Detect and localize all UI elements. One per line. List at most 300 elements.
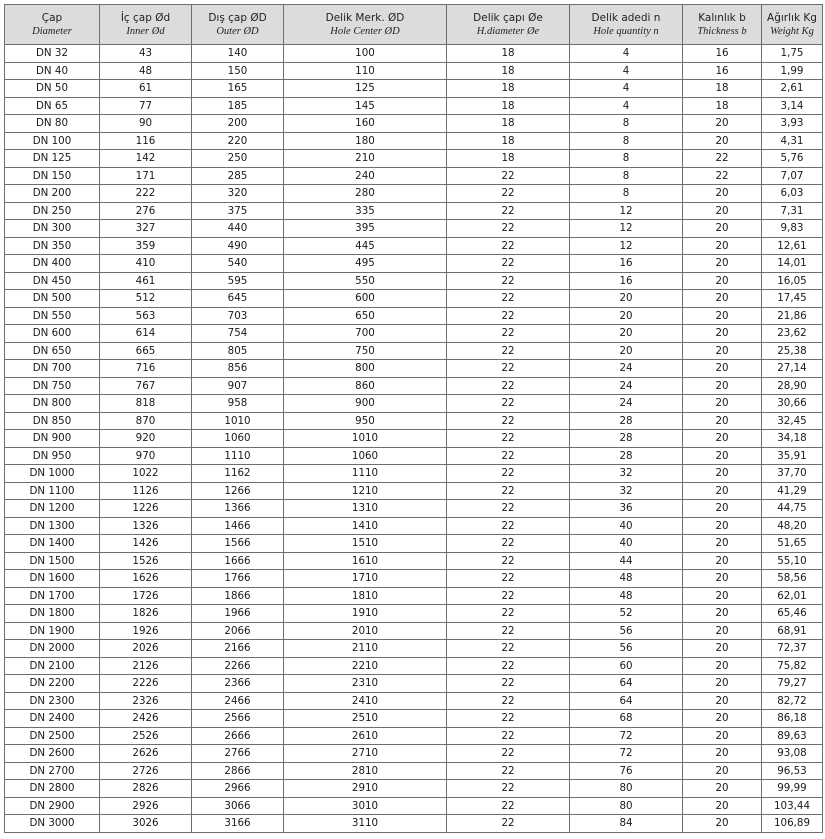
table-cell-weight: 28,90 [762, 377, 823, 395]
table-cell-weight: 17,45 [762, 290, 823, 308]
table-cell-weight: 12,61 [762, 237, 823, 255]
table-cell-hole-diameter: 22 [447, 430, 570, 448]
table-cell-diameter: DN 650 [5, 342, 100, 360]
table-cell-thickness: 20 [683, 657, 762, 675]
table-cell-inner-diameter: 77 [100, 97, 192, 115]
table-cell-hole-center-diameter: 1510 [284, 535, 447, 553]
column-header-hole-diameter [447, 5, 570, 45]
table-cell-hole-center-diameter: 1210 [284, 482, 447, 500]
table-row [5, 290, 823, 308]
table-cell-hole-quantity: 28 [570, 430, 683, 448]
table-cell-outer-diameter: 440 [192, 220, 284, 238]
table-cell-inner-diameter: 2626 [100, 745, 192, 763]
table-cell-hole-center-diameter: 110 [284, 62, 447, 80]
table-cell-weight: 37,70 [762, 465, 823, 483]
table-cell-diameter: DN 40 [5, 62, 100, 80]
table-row [5, 640, 823, 658]
table-cell-hole-center-diameter: 550 [284, 272, 447, 290]
table-row [5, 815, 823, 833]
table-row [5, 202, 823, 220]
table-cell-inner-diameter: 767 [100, 377, 192, 395]
table-cell-hole-quantity: 20 [570, 325, 683, 343]
table-cell-hole-quantity: 56 [570, 640, 683, 658]
flange-dimension-table-container [4, 4, 822, 833]
table-cell-hole-diameter: 22 [447, 797, 570, 815]
table-cell-diameter: DN 500 [5, 290, 100, 308]
table-cell-hole-quantity: 24 [570, 395, 683, 413]
table-row [5, 587, 823, 605]
table-row [5, 150, 823, 168]
table-cell-diameter: DN 2200 [5, 675, 100, 693]
table-cell-hole-quantity: 40 [570, 517, 683, 535]
table-row [5, 552, 823, 570]
table-cell-hole-center-diameter: 2210 [284, 657, 447, 675]
table-cell-outer-diameter: 150 [192, 62, 284, 80]
table-cell-thickness: 20 [683, 675, 762, 693]
table-cell-thickness: 20 [683, 255, 762, 273]
column-header-sublabel: Hole quantity n [593, 25, 659, 37]
table-cell-diameter: DN 125 [5, 150, 100, 168]
table-cell-diameter: DN 2000 [5, 640, 100, 658]
table-cell-hole-center-diameter: 800 [284, 360, 447, 378]
header-row [5, 5, 823, 45]
table-cell-hole-quantity: 16 [570, 272, 683, 290]
table-cell-hole-center-diameter: 2410 [284, 692, 447, 710]
table-row [5, 482, 823, 500]
table-cell-outer-diameter: 2666 [192, 727, 284, 745]
table-cell-inner-diameter: 1826 [100, 605, 192, 623]
table-cell-hole-center-diameter: 445 [284, 237, 447, 255]
table-cell-inner-diameter: 2026 [100, 640, 192, 658]
table-cell-hole-diameter: 22 [447, 325, 570, 343]
table-cell-outer-diameter: 958 [192, 395, 284, 413]
table-cell-outer-diameter: 1766 [192, 570, 284, 588]
table-cell-outer-diameter: 1666 [192, 552, 284, 570]
table-cell-hole-quantity: 44 [570, 552, 683, 570]
table-cell-weight: 27,14 [762, 360, 823, 378]
table-cell-inner-diameter: 818 [100, 395, 192, 413]
table-cell-thickness: 20 [683, 535, 762, 553]
table-cell-inner-diameter: 970 [100, 447, 192, 465]
table-cell-outer-diameter: 185 [192, 97, 284, 115]
column-header-sublabel: Diameter [32, 25, 72, 37]
table-cell-diameter: DN 1300 [5, 517, 100, 535]
table-cell-inner-diameter: 2126 [100, 657, 192, 675]
table-cell-weight: 25,38 [762, 342, 823, 360]
table-cell-weight: 103,44 [762, 797, 823, 815]
table-cell-outer-diameter: 3066 [192, 797, 284, 815]
table-cell-thickness: 16 [683, 45, 762, 63]
table-cell-thickness: 20 [683, 640, 762, 658]
table-cell-thickness: 20 [683, 132, 762, 150]
table-cell-hole-center-diameter: 1910 [284, 605, 447, 623]
table-cell-weight: 3,14 [762, 97, 823, 115]
table-cell-hole-center-diameter: 2910 [284, 780, 447, 798]
table-cell-thickness: 20 [683, 622, 762, 640]
table-cell-hole-quantity: 12 [570, 220, 683, 238]
table-cell-hole-diameter: 18 [447, 62, 570, 80]
table-body [5, 45, 823, 833]
table-cell-weight: 7,07 [762, 167, 823, 185]
table-cell-thickness: 20 [683, 290, 762, 308]
table-cell-hole-center-diameter: 650 [284, 307, 447, 325]
table-cell-thickness: 20 [683, 692, 762, 710]
table-cell-hole-diameter: 22 [447, 780, 570, 798]
table-header [5, 5, 823, 45]
table-row [5, 377, 823, 395]
table-cell-weight: 106,89 [762, 815, 823, 833]
table-cell-outer-diameter: 907 [192, 377, 284, 395]
table-cell-thickness: 22 [683, 150, 762, 168]
column-header-label: İç çap Ød [120, 11, 171, 24]
table-cell-hole-diameter: 22 [447, 622, 570, 640]
table-cell-hole-diameter: 22 [447, 290, 570, 308]
table-cell-diameter: DN 250 [5, 202, 100, 220]
table-cell-weight: 35,91 [762, 447, 823, 465]
table-cell-hole-quantity: 4 [570, 97, 683, 115]
table-cell-diameter: DN 2700 [5, 762, 100, 780]
table-cell-inner-diameter: 1226 [100, 500, 192, 518]
table-cell-weight: 9,83 [762, 220, 823, 238]
table-cell-diameter: DN 1800 [5, 605, 100, 623]
table-cell-diameter: DN 450 [5, 272, 100, 290]
table-cell-hole-diameter: 22 [447, 710, 570, 728]
table-cell-thickness: 20 [683, 482, 762, 500]
table-cell-diameter: DN 2400 [5, 710, 100, 728]
table-cell-hole-center-diameter: 335 [284, 202, 447, 220]
table-cell-diameter: DN 1700 [5, 587, 100, 605]
table-cell-weight: 23,62 [762, 325, 823, 343]
table-cell-inner-diameter: 222 [100, 185, 192, 203]
table-cell-outer-diameter: 645 [192, 290, 284, 308]
table-cell-diameter: DN 600 [5, 325, 100, 343]
table-cell-hole-diameter: 22 [447, 587, 570, 605]
table-row [5, 430, 823, 448]
table-cell-weight: 58,56 [762, 570, 823, 588]
table-cell-outer-diameter: 220 [192, 132, 284, 150]
table-cell-inner-diameter: 142 [100, 150, 192, 168]
table-cell-hole-center-diameter: 1610 [284, 552, 447, 570]
table-cell-hole-quantity: 64 [570, 692, 683, 710]
table-cell-hole-center-diameter: 1060 [284, 447, 447, 465]
table-row [5, 675, 823, 693]
table-row [5, 517, 823, 535]
column-header-thickness [683, 5, 762, 45]
table-cell-diameter: DN 50 [5, 80, 100, 98]
table-cell-thickness: 20 [683, 727, 762, 745]
table-cell-thickness: 20 [683, 430, 762, 448]
table-cell-hole-diameter: 22 [447, 745, 570, 763]
table-cell-hole-diameter: 18 [447, 80, 570, 98]
table-cell-hole-quantity: 8 [570, 167, 683, 185]
table-cell-hole-quantity: 24 [570, 360, 683, 378]
table-row [5, 97, 823, 115]
table-cell-hole-diameter: 22 [447, 552, 570, 570]
table-cell-inner-diameter: 2226 [100, 675, 192, 693]
column-header-sublabel: Thickness b [697, 25, 747, 37]
table-cell-hole-center-diameter: 2110 [284, 640, 447, 658]
table-row [5, 500, 823, 518]
table-cell-thickness: 20 [683, 412, 762, 430]
table-cell-hole-center-diameter: 2010 [284, 622, 447, 640]
table-cell-hole-quantity: 8 [570, 132, 683, 150]
table-cell-thickness: 20 [683, 342, 762, 360]
table-cell-hole-diameter: 22 [447, 395, 570, 413]
table-cell-hole-diameter: 22 [447, 500, 570, 518]
table-row [5, 307, 823, 325]
table-cell-hole-quantity: 72 [570, 745, 683, 763]
table-row [5, 167, 823, 185]
table-cell-weight: 96,53 [762, 762, 823, 780]
table-row [5, 395, 823, 413]
column-header-label: Ağırlık Kg [767, 11, 817, 24]
table-row [5, 220, 823, 238]
table-cell-inner-diameter: 1926 [100, 622, 192, 640]
table-cell-hole-quantity: 80 [570, 797, 683, 815]
table-cell-hole-quantity: 16 [570, 255, 683, 273]
column-header-label: Dış çap ØD [208, 11, 267, 24]
table-cell-inner-diameter: 870 [100, 412, 192, 430]
table-cell-hole-diameter: 22 [447, 570, 570, 588]
table-cell-thickness: 20 [683, 325, 762, 343]
table-cell-diameter: DN 700 [5, 360, 100, 378]
table-row [5, 360, 823, 378]
column-header-label: Delik Merk. ØD [325, 11, 405, 24]
table-cell-thickness: 20 [683, 797, 762, 815]
table-cell-hole-quantity: 52 [570, 605, 683, 623]
table-cell-weight: 30,66 [762, 395, 823, 413]
table-cell-hole-center-diameter: 860 [284, 377, 447, 395]
table-cell-hole-quantity: 12 [570, 202, 683, 220]
table-cell-weight: 68,91 [762, 622, 823, 640]
table-cell-thickness: 20 [683, 360, 762, 378]
table-cell-inner-diameter: 563 [100, 307, 192, 325]
table-cell-diameter: DN 850 [5, 412, 100, 430]
table-cell-hole-quantity: 80 [570, 780, 683, 798]
table-cell-weight: 82,72 [762, 692, 823, 710]
table-cell-weight: 14,01 [762, 255, 823, 273]
table-cell-thickness: 20 [683, 465, 762, 483]
table-cell-hole-diameter: 22 [447, 482, 570, 500]
table-cell-outer-diameter: 1566 [192, 535, 284, 553]
table-cell-hole-center-diameter: 600 [284, 290, 447, 308]
table-cell-outer-diameter: 2566 [192, 710, 284, 728]
table-cell-hole-center-diameter: 125 [284, 80, 447, 98]
table-cell-diameter: DN 1200 [5, 500, 100, 518]
table-cell-hole-diameter: 22 [447, 202, 570, 220]
table-cell-weight: 6,03 [762, 185, 823, 203]
table-cell-inner-diameter: 1726 [100, 587, 192, 605]
table-cell-inner-diameter: 716 [100, 360, 192, 378]
table-cell-outer-diameter: 285 [192, 167, 284, 185]
table-row [5, 80, 823, 98]
table-cell-inner-diameter: 48 [100, 62, 192, 80]
table-cell-hole-quantity: 8 [570, 150, 683, 168]
table-cell-hole-center-diameter: 2510 [284, 710, 447, 728]
table-cell-hole-diameter: 22 [447, 692, 570, 710]
table-cell-thickness: 20 [683, 395, 762, 413]
table-cell-hole-diameter: 22 [447, 762, 570, 780]
column-header-sublabel: Hole Center ØD [330, 25, 400, 37]
table-cell-thickness: 16 [683, 62, 762, 80]
table-cell-weight: 21,86 [762, 307, 823, 325]
table-cell-hole-diameter: 22 [447, 342, 570, 360]
table-cell-inner-diameter: 327 [100, 220, 192, 238]
table-cell-hole-diameter: 22 [447, 237, 570, 255]
table-cell-thickness: 18 [683, 80, 762, 98]
table-cell-hole-diameter: 18 [447, 115, 570, 133]
table-cell-hole-quantity: 72 [570, 727, 683, 745]
column-header-label: Kalınlık b [698, 11, 746, 24]
table-cell-weight: 51,65 [762, 535, 823, 553]
table-cell-thickness: 20 [683, 115, 762, 133]
table-cell-hole-quantity: 28 [570, 447, 683, 465]
table-cell-diameter: DN 1000 [5, 465, 100, 483]
table-cell-diameter: DN 80 [5, 115, 100, 133]
table-cell-hole-quantity: 4 [570, 45, 683, 63]
table-row [5, 780, 823, 798]
table-cell-outer-diameter: 1010 [192, 412, 284, 430]
table-row [5, 62, 823, 80]
table-cell-hole-center-diameter: 2610 [284, 727, 447, 745]
table-cell-inner-diameter: 1326 [100, 517, 192, 535]
table-cell-diameter: DN 950 [5, 447, 100, 465]
table-cell-outer-diameter: 1366 [192, 500, 284, 518]
table-cell-hole-center-diameter: 3110 [284, 815, 447, 833]
table-cell-hole-diameter: 22 [447, 167, 570, 185]
table-cell-hole-center-diameter: 180 [284, 132, 447, 150]
table-cell-inner-diameter: 461 [100, 272, 192, 290]
table-cell-weight: 65,46 [762, 605, 823, 623]
table-cell-weight: 4,31 [762, 132, 823, 150]
table-cell-diameter: DN 1100 [5, 482, 100, 500]
table-cell-diameter: DN 2600 [5, 745, 100, 763]
table-cell-diameter: DN 2800 [5, 780, 100, 798]
table-cell-thickness: 20 [683, 272, 762, 290]
table-cell-inner-diameter: 2326 [100, 692, 192, 710]
table-row [5, 692, 823, 710]
table-cell-thickness: 20 [683, 605, 762, 623]
table-cell-inner-diameter: 1426 [100, 535, 192, 553]
table-row [5, 412, 823, 430]
table-cell-thickness: 20 [683, 220, 762, 238]
table-cell-hole-center-diameter: 395 [284, 220, 447, 238]
table-cell-inner-diameter: 276 [100, 202, 192, 220]
table-cell-hole-center-diameter: 1410 [284, 517, 447, 535]
table-cell-diameter: DN 300 [5, 220, 100, 238]
table-cell-outer-diameter: 320 [192, 185, 284, 203]
table-cell-outer-diameter: 490 [192, 237, 284, 255]
table-cell-outer-diameter: 140 [192, 45, 284, 63]
column-header-label: Delik adedi n [591, 11, 661, 24]
table-cell-diameter: DN 65 [5, 97, 100, 115]
table-cell-hole-diameter: 22 [447, 605, 570, 623]
table-cell-diameter: DN 2500 [5, 727, 100, 745]
column-header-weight [762, 5, 823, 45]
table-cell-outer-diameter: 1110 [192, 447, 284, 465]
table-cell-thickness: 20 [683, 552, 762, 570]
table-cell-outer-diameter: 1162 [192, 465, 284, 483]
table-row [5, 570, 823, 588]
table-cell-weight: 2,61 [762, 80, 823, 98]
table-cell-hole-quantity: 24 [570, 377, 683, 395]
table-cell-hole-diameter: 22 [447, 412, 570, 430]
table-cell-hole-quantity: 20 [570, 342, 683, 360]
table-cell-weight: 41,29 [762, 482, 823, 500]
table-row [5, 745, 823, 763]
table-cell-outer-diameter: 1466 [192, 517, 284, 535]
table-cell-hole-diameter: 22 [447, 377, 570, 395]
column-header-label: Delik çapı Øe [473, 11, 543, 24]
table-cell-thickness: 20 [683, 815, 762, 833]
table-cell-inner-diameter: 3026 [100, 815, 192, 833]
table-cell-weight: 32,45 [762, 412, 823, 430]
table-cell-inner-diameter: 171 [100, 167, 192, 185]
table-cell-hole-diameter: 22 [447, 657, 570, 675]
table-cell-hole-diameter: 22 [447, 272, 570, 290]
table-cell-diameter: DN 1600 [5, 570, 100, 588]
table-cell-inner-diameter: 2926 [100, 797, 192, 815]
table-cell-thickness: 20 [683, 780, 762, 798]
table-cell-thickness: 20 [683, 185, 762, 203]
table-cell-diameter: DN 400 [5, 255, 100, 273]
table-cell-hole-quantity: 4 [570, 80, 683, 98]
table-cell-thickness: 22 [683, 167, 762, 185]
table-cell-outer-diameter: 2966 [192, 780, 284, 798]
table-cell-inner-diameter: 116 [100, 132, 192, 150]
table-cell-outer-diameter: 1060 [192, 430, 284, 448]
table-cell-hole-quantity: 48 [570, 587, 683, 605]
table-row [5, 535, 823, 553]
table-cell-hole-center-diameter: 1710 [284, 570, 447, 588]
table-cell-hole-quantity: 56 [570, 622, 683, 640]
table-cell-thickness: 20 [683, 237, 762, 255]
table-cell-hole-center-diameter: 1110 [284, 465, 447, 483]
table-cell-hole-diameter: 22 [447, 307, 570, 325]
table-cell-hole-center-diameter: 750 [284, 342, 447, 360]
table-cell-hole-center-diameter: 280 [284, 185, 447, 203]
table-row [5, 325, 823, 343]
table-cell-hole-center-diameter: 950 [284, 412, 447, 430]
table-cell-weight: 72,37 [762, 640, 823, 658]
table-cell-hole-center-diameter: 700 [284, 325, 447, 343]
table-cell-weight: 34,18 [762, 430, 823, 448]
table-cell-outer-diameter: 200 [192, 115, 284, 133]
table-cell-diameter: DN 32 [5, 45, 100, 63]
table-cell-weight: 7,31 [762, 202, 823, 220]
table-cell-hole-center-diameter: 2710 [284, 745, 447, 763]
table-cell-hole-diameter: 22 [447, 517, 570, 535]
table-cell-outer-diameter: 540 [192, 255, 284, 273]
table-cell-outer-diameter: 754 [192, 325, 284, 343]
table-cell-inner-diameter: 614 [100, 325, 192, 343]
table-cell-hole-quantity: 28 [570, 412, 683, 430]
table-cell-thickness: 20 [683, 447, 762, 465]
table-cell-hole-quantity: 8 [570, 185, 683, 203]
table-cell-inner-diameter: 512 [100, 290, 192, 308]
table-row [5, 797, 823, 815]
table-cell-inner-diameter: 2726 [100, 762, 192, 780]
table-cell-hole-center-diameter: 1010 [284, 430, 447, 448]
column-header-sublabel: Weight Kg [770, 25, 814, 37]
table-cell-outer-diameter: 2366 [192, 675, 284, 693]
table-row [5, 710, 823, 728]
table-cell-hole-quantity: 32 [570, 465, 683, 483]
table-cell-hole-diameter: 18 [447, 150, 570, 168]
table-cell-inner-diameter: 665 [100, 342, 192, 360]
table-cell-diameter: DN 800 [5, 395, 100, 413]
table-cell-weight: 55,10 [762, 552, 823, 570]
